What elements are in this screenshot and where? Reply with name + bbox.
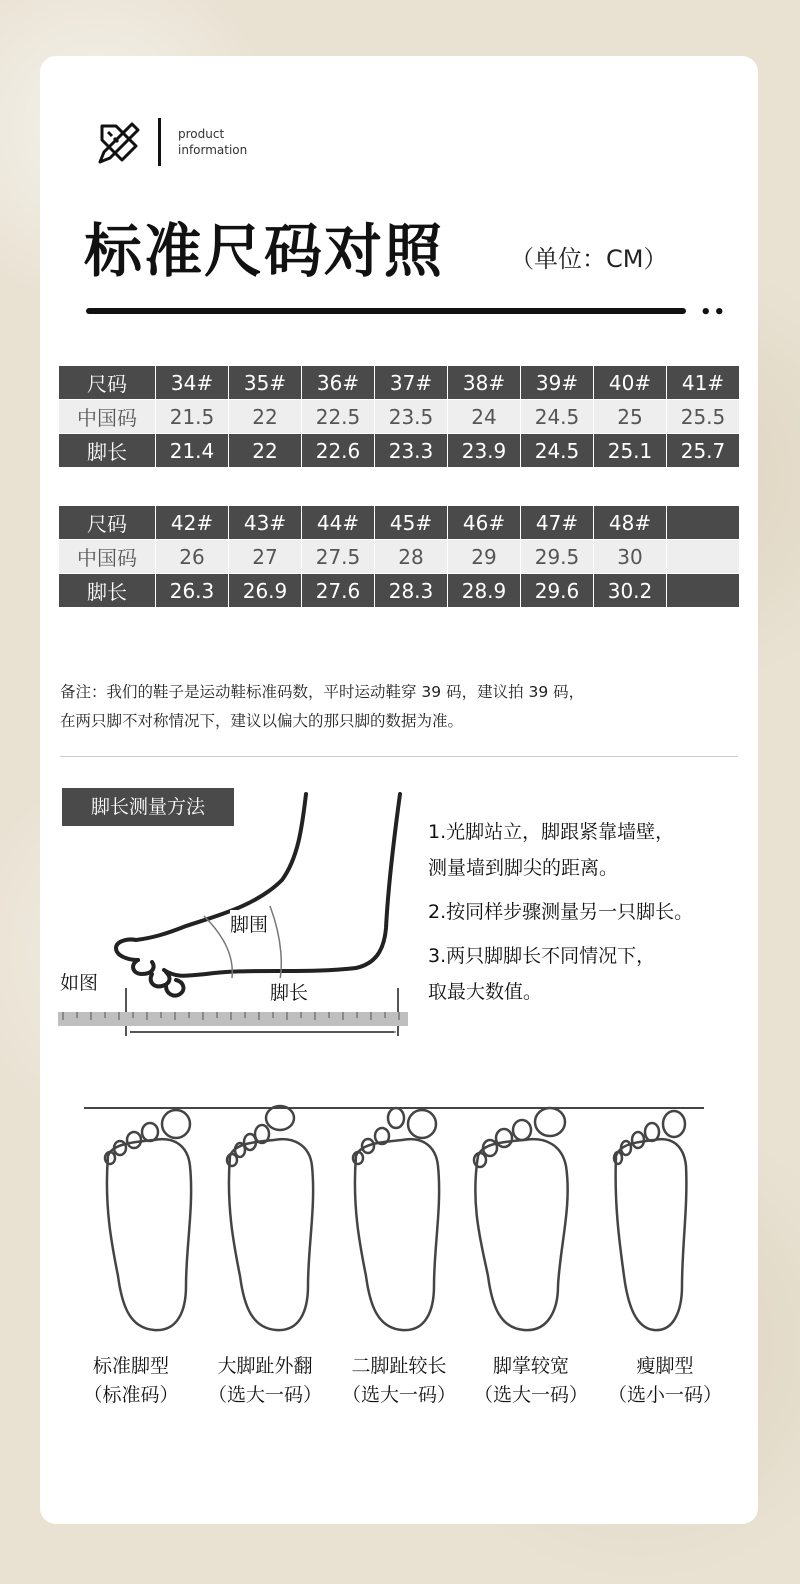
table-cell: 34# [156,366,229,400]
table-cell: 21.4 [156,434,229,468]
title-rule [86,308,686,314]
table-cell: 22.5 [302,400,375,434]
table-cell: 脚长 [59,434,156,468]
table-cell: 中国码 [59,400,156,434]
table-cell: 22 [229,434,302,468]
table-cell: 中国码 [59,540,156,574]
table-cell: 28.3 [375,574,448,608]
pencil-ruler-icon [94,118,144,168]
figure-label: 如图 [60,968,98,995]
table-cell: 23.9 [448,434,521,468]
step-text: 2.按同样步骤测量另一只脚长。 [428,901,694,923]
table-row [59,506,740,540]
table-cell: 45# [375,506,448,540]
table-cell: 46# [448,506,521,540]
table-cell: 25.1 [594,434,667,468]
table-cell: 36# [302,366,375,400]
unit-label: （单位：CM） [510,245,668,273]
table-cell: 26.3 [156,574,229,608]
table-cell: 22.6 [302,434,375,468]
table-cell: 41# [667,366,740,400]
table-row [59,366,740,400]
measure-steps [428,814,693,1010]
table-cell: 尺码 [59,366,156,400]
table-row [59,400,740,434]
note-text: 备注：我们的鞋子是运动鞋标准码数，平时运动鞋穿 39 码，建议拍 39 码， 在两只脚不对称情况下，建议以偏大的那只脚的数据为准。 [60,683,585,730]
table-cell [667,506,740,540]
table-cell: 37# [375,366,448,400]
table-cell: 42# [156,506,229,540]
table-cell: 26 [156,540,229,574]
table-cell: 27 [229,540,302,574]
table-cell: 47# [521,506,594,540]
circumference-label: 脚围 [230,910,268,937]
table-cell: 39# [521,366,594,400]
content-card [40,56,758,1524]
table-cell: 35# [229,366,302,400]
table-cell: 22 [229,400,302,434]
table-cell: 28.9 [448,574,521,608]
table-cell: 27.6 [302,574,375,608]
table-cell: 24.5 [521,400,594,434]
table-cell: 29 [448,540,521,574]
foot-type-slim: 瘦脚型 （选小一码） [607,1355,722,1406]
foot-type-bunion: 大脚趾外翻 （选大一码） [207,1355,322,1406]
table-cell [667,574,740,608]
table-cell: 23.3 [375,434,448,468]
table-cell: 38# [448,366,521,400]
step-text: 测量墙到脚尖的距离。 [428,857,619,879]
step-text: 1.光脚站立，脚跟紧靠墙壁， [428,821,675,843]
table-cell: 29.5 [521,540,594,574]
size-table-2 [58,505,740,608]
table-cell: 30 [594,540,667,574]
ruler-icon [58,1008,408,1030]
foot-type-long-second-toe: 二脚趾较长 （选大一码） [341,1355,456,1406]
foot-types-illustration [84,1096,714,1346]
table-cell: 脚长 [59,574,156,608]
table-row [59,574,740,608]
header-divider [158,118,161,166]
measure-method-badge: 脚长测量方法 [62,788,234,826]
size-table-1 [58,365,740,468]
table-cell: 27.5 [302,540,375,574]
table-cell: 尺码 [59,506,156,540]
page-title: 标准尺码对照 [84,217,445,285]
table-cell: 44# [302,506,375,540]
foot-type-standard: 标准脚型 （标准码） [83,1355,179,1406]
table-cell: 24 [448,400,521,434]
table-cell: 21.5 [156,400,229,434]
table-cell [667,540,740,574]
table-cell: 28 [375,540,448,574]
step-text: 3.两只脚脚长不同情况下， [428,945,656,967]
table-cell: 26.9 [229,574,302,608]
table-cell: 25 [594,400,667,434]
table-cell: 43# [229,506,302,540]
table-cell: 23.5 [375,400,448,434]
table-cell: 48# [594,506,667,540]
table-cell: 30.2 [594,574,667,608]
header-english: product information [178,127,248,157]
table-cell: 25.7 [667,434,740,468]
foot-type-wide: 脚掌较宽 （选大一码） [473,1355,588,1406]
table-cell: 40# [594,366,667,400]
table-row [59,434,740,468]
table-cell: 25.5 [667,400,740,434]
table-cell: 24.5 [521,434,594,468]
table-cell: 29.6 [521,574,594,608]
table-row [59,540,740,574]
length-label: 脚长 [270,978,308,1005]
step-text: 取最大数值。 [428,981,543,1003]
title-dots: •• [700,302,728,323]
section-divider [60,756,738,757]
